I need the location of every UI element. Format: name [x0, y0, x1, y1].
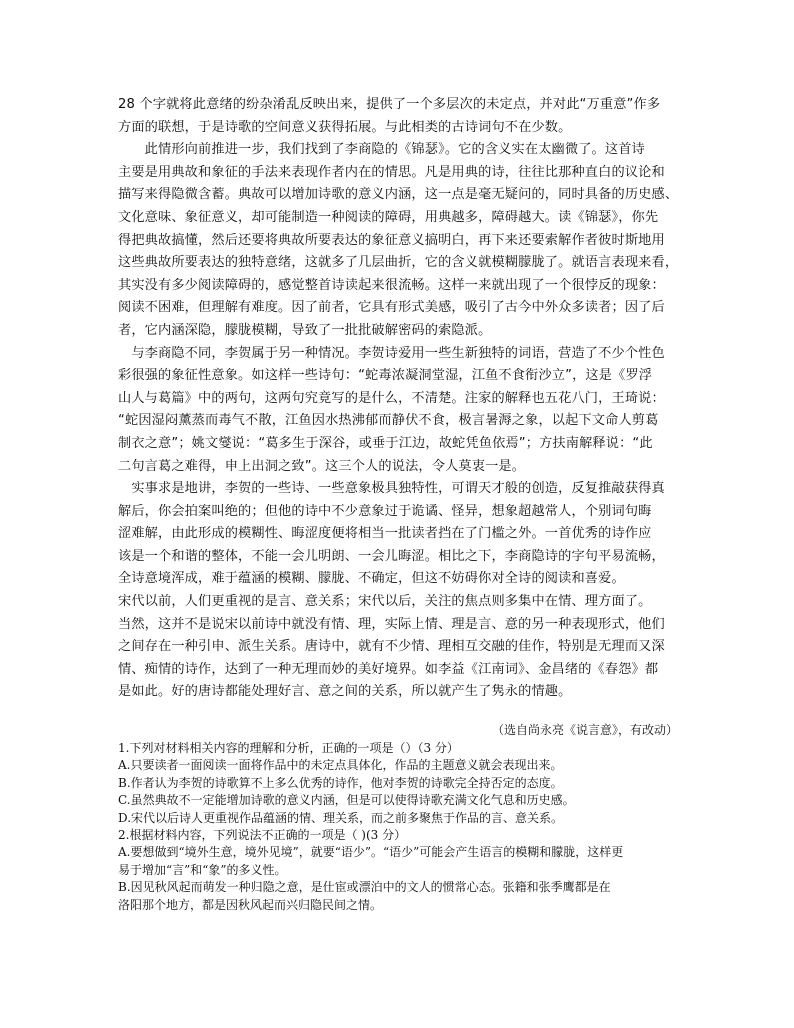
question-line: D.宋代以后诗人更重视作品蕴涵的情、理关系，而之前多聚焦于作品的言、意关系。: [118, 810, 564, 825]
article-line: 彩很强的象征性意象。如这样一些诗句：“蛇毒浓凝洞堂湿，江鱼不食衔沙立”，这是《罗浮: [118, 368, 653, 384]
article-line: “蛇因湿闷薰蒸而毒气不散，江鱼因水热沸郁而静伏不食，极言暑溽之象，以起下文命人剪葛: [118, 413, 659, 429]
article-line: 该是一个和谐的整体，不能一会儿明朗、一会儿晦涩。相比之下，李商隐诗的字句平易流畅，: [118, 548, 665, 564]
question-line: C.虽然典故不一定能增加诗歌的意义内涵，但是可以使得诗歌充满文化气息和历史感。: [118, 793, 575, 808]
article-body: [118, 94, 678, 704]
article-line: 描写来得隐微含蓄。典故可以增加诗歌的意义内涵，这一点是毫无疑问的，同时具备的历史感、: [118, 187, 678, 203]
question-line: 易于增加“言”和“象”的多义性。: [118, 862, 287, 877]
article-line: 此情形向前推进一步，我们找到了李商隐的《锦瑟》。它的含义实在太幽微了。这首诗: [118, 142, 645, 158]
article-line: 情、痴情的诗作，达到了一种无理而妙的美好境界。如李益《江南词》、金昌绪的《春怨》都: [118, 661, 659, 677]
article-line: 阅读不困难，但理解有难度。因了前者，它具有形式美感，吸引了古今中外众多读者；因了后: [118, 300, 665, 316]
article-line: 得把典故搞懂，然后还要将典故所要表达的象征意义搞明白，再下来还要索解作者彼时斯地用: [118, 232, 665, 248]
article-line: 实事求是地讲，李贺的一些诗、一些意象极具独特性，可谓天才般的创造，反复推敲获得真: [118, 481, 665, 497]
source-citation: （选自尚永亮《说言意》，有改动）: [491, 723, 678, 737]
article-line: 文化意味、象征意义，却可能制造一种阅读的障碍，用典越多，障碍越大。读《锦瑟》，你先: [118, 209, 659, 225]
question-line: 洛阳那个地方，都是因秋风起而兴归隐民间之情。: [118, 897, 383, 912]
questions-section: [118, 740, 678, 914]
article-line: 之间存在一种引申、派生关系。唐诗中，就有不少情、理相互交融的佳作，特别是无理而又深: [118, 639, 665, 655]
question-line: B.作者认为李贺的诗歌算不上多么优秀的诗作，他对李贺的诗歌完全持否定的态度。: [118, 775, 563, 790]
article-line: 是如此。好的唐诗都能处理好言、意之间的关系，所以就产生了隽永的情趣。: [118, 684, 572, 700]
article-line: 宋代以前，人们更重视的是言、意关系；宋代以后，关注的焦点则多集中在情、理方面了。: [118, 594, 652, 610]
article-line: 主要是用典故和象征的手法来表现作者内在的情思。凡是用典的诗，往往比那种直白的议论和: [118, 164, 665, 180]
article-line: 方面的联想，于是诗歌的空间意义获得拓展。与此相类的古诗词句不在少数。: [118, 119, 572, 135]
question-line: A.要想做到“境外生意，境外见境”，就要“语少”。“语少”可能会产生语言的模糊和朦胧，这样更: [118, 845, 624, 860]
article-line: 解后，你会拍案叫绝的；但他的诗中不少意象过于诡谲、怪异，想象超越常人，个别词句晦: [118, 503, 652, 519]
article-line: 与李商隐不同，李贺属于另一种情况。李贺诗爱用一些生新独特的词语，营造了不少个性色: [118, 345, 665, 361]
question-line: 2.根据材料内容，下列说法不正确的一项是（ )(3 分）: [118, 827, 407, 842]
article-line: 其实没有多少阅读障碍的，感觉整首诗读起来很流畅。这样一来就出现了一个很悖反的现象：: [118, 277, 665, 293]
question-line: B.因见秋风起而萌发一种归隐之意，是仕宦或漂泊中的文人的惯常心态。张籍和张季鹰都是在: [118, 880, 611, 895]
article-line: 全诗意境浑成，难于蕴涵的模糊、朦胧、不确定，但这不妨碍你对全诗的阅读和喜爱。: [118, 571, 625, 587]
question-line: A.只要读者一面阅读一面将作品中的未定点具体化，作品的主题意义就会表现出来。: [118, 758, 563, 773]
article-line: 28 个字就将此意绪的纷杂淆乱反映出来，提供了一个多层次的未定点，并对此“万重意”作多: [118, 97, 661, 112]
article-line: 者，它内涵深隐，朦胧模糊，导致了一批批破解密码的索隐派。: [118, 322, 492, 338]
article-line: 二句言葛之难得，申上出洞之致”。这三个人的说法，令人莫衷一是。: [118, 458, 526, 474]
article-line: 山人与葛篇》中的两句，这两句究竟写的是什么，不清楚。注家的解释也五花八门，王琦说：: [118, 390, 665, 406]
article-line: 制衣之意”；姚文燮说：“葛多生于深谷，或垂于江边，故蛇凭鱼依焉”；方扶南解释说：“此: [118, 435, 653, 451]
question-line: 1.下列对材料相关内容的理解和分析，正确的一项是（）（3 分）: [118, 741, 459, 755]
article-line: 这些典故所要表达的独特意绪，这就多了几层曲折，它的含义就模糊朦胧了。就语言表现来看，: [118, 255, 678, 271]
article-line: 涩难解，由此形成的模糊性、晦涩度便将相当一批读者挡在了门槛之外。一首优秀的诗作应: [118, 526, 652, 542]
article-line: 当然，这并不是说宋以前诗中就没有情、理，实际上情、理是言、意的另一种表现形式，他们: [118, 616, 665, 632]
